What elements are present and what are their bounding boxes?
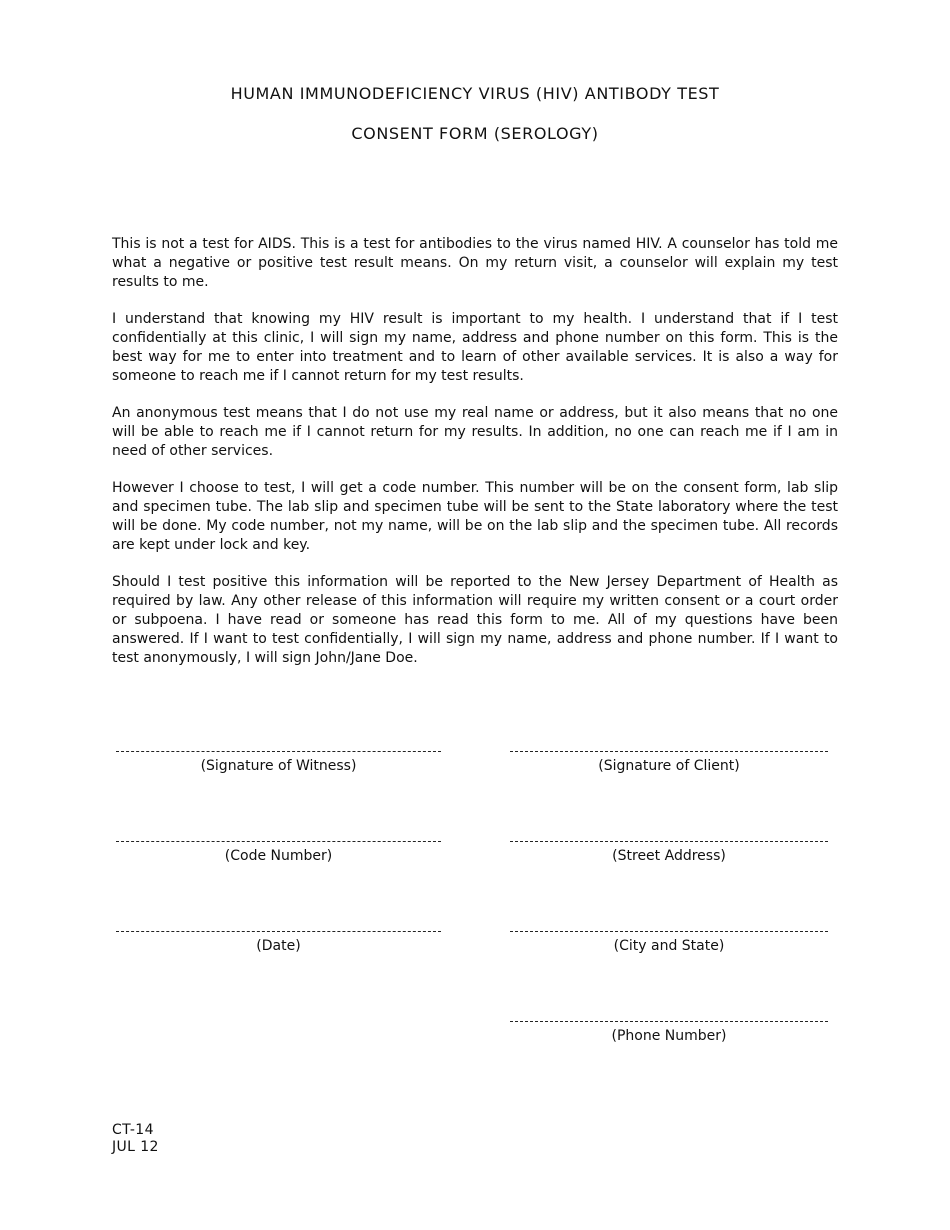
client-signature-field[interactable] xyxy=(510,751,828,774)
form-title: HUMAN IMMUNODEFICIENCY VIRUS (HIV) ANTIBODY TEST xyxy=(230,84,720,103)
signature-line xyxy=(116,751,441,752)
signature-line xyxy=(510,751,828,752)
city-state-label: (City and State) xyxy=(613,938,725,954)
paragraph-code-number: However I choose to test, I will get a code number. This number will be on the consent form, lab slip and specimen tube. The lab slip and specimen tube will be sent to the State laboratory where the test will be done. My code number, not my name, will be on the lab slip and the specimen tube. All records are kept under lock and key. xyxy=(112,480,838,553)
signature-line xyxy=(116,931,441,932)
paragraph-reporting: Should I test positive this information will be reported to the New Jersey Department of Health as required by law. Any other release of this information will require my written consent or a court order or subpoena. I have read or someone has read this form to me. All of my questions have been answered. If I want to test confidentially, I will sign my name, address and phone number. If I want to test anonymously, I will sign John/Jane Doe. xyxy=(112,574,838,666)
date-field[interactable] xyxy=(116,931,441,954)
paragraph-not-aids-test: This is not a test for AIDS. This is a test for antibodies to the virus named HIV. A counselor has told me what a negative or positive test result means. On my return visit, a counselor will explain my test results to me. xyxy=(112,236,838,290)
signature-line xyxy=(116,841,441,842)
client-signature-label: (Signature of Client) xyxy=(598,758,740,774)
form-subtitle: CONSENT FORM (SEROLOGY) xyxy=(351,124,599,143)
street-address-field[interactable] xyxy=(510,841,828,864)
city-state-field[interactable] xyxy=(510,931,828,954)
date-label: (Date) xyxy=(256,938,301,954)
form-code: CT-14 xyxy=(112,1122,154,1138)
signature-line xyxy=(510,931,828,932)
code-number-label: (Code Number) xyxy=(224,848,333,864)
witness-signature-field[interactable] xyxy=(116,751,441,774)
street-address-label: (Street Address) xyxy=(612,848,726,864)
consent-body xyxy=(112,235,838,686)
code-number-field[interactable] xyxy=(116,841,441,864)
paragraph-anonymous-testing: An anonymous test means that I do not use my real name or address, but it also means that no one will be able to reach me if I cannot return for my results. In addition, no one can reach me if I am in need of other services. xyxy=(112,405,838,459)
revision-date: JUL 12 xyxy=(112,1139,159,1155)
phone-number-label: (Phone Number) xyxy=(611,1028,727,1044)
signature-line xyxy=(510,1021,828,1022)
paragraph-confidential-testing: I understand that knowing my HIV result is important to my health. I understand that if I test confidentially at this clinic, I will sign my name, address and phone number on this form. This is the best way for me to enter into treatment and to learn of other available services. It is also a way for someone to reach me if I cannot return for my test results. xyxy=(112,311,838,384)
phone-number-field[interactable] xyxy=(510,1021,828,1044)
form-footer xyxy=(112,1122,159,1156)
witness-signature-label: (Signature of Witness) xyxy=(200,758,357,774)
signature-line xyxy=(510,841,828,842)
